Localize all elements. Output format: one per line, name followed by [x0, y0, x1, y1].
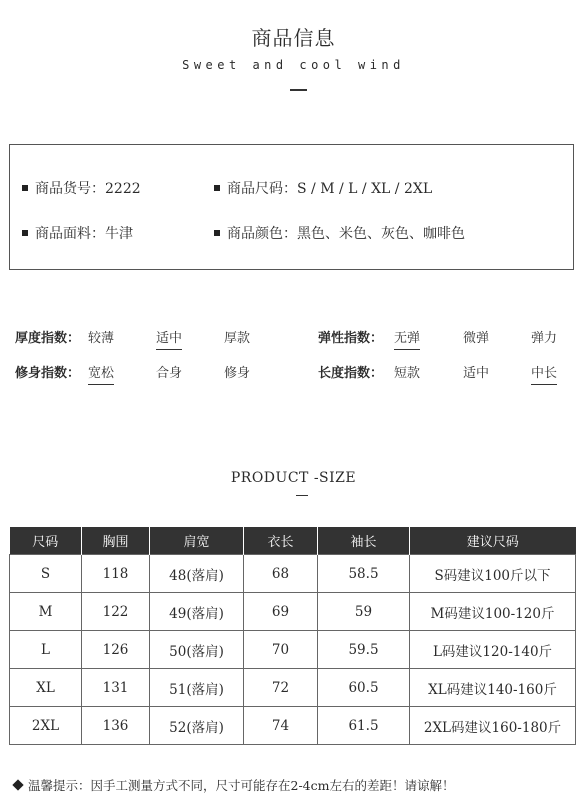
- product-info-box: [9, 144, 574, 270]
- table-cell: 51(落肩): [150, 669, 244, 707]
- table-row: [10, 707, 576, 745]
- diamond-bullet-icon: [12, 779, 23, 790]
- length-option-short: 短款: [394, 366, 421, 381]
- header-chest: 胸围: [82, 527, 150, 555]
- table-cell: S码建议100斤以下: [410, 555, 576, 593]
- table-cell: 2XL: [10, 707, 82, 745]
- table-cell: 58.5: [318, 555, 410, 593]
- square-bullet-icon: [22, 230, 28, 236]
- table-cell: M码建议100-120斤: [410, 593, 576, 631]
- table-header-row: [10, 527, 576, 555]
- elasticity-option-none: 无弹: [394, 327, 420, 350]
- fit-option-loose: 宽松: [88, 362, 114, 385]
- square-bullet-icon: [214, 230, 220, 236]
- table-cell: 126: [82, 631, 150, 669]
- table-cell: XL: [10, 669, 82, 707]
- thickness-option-thick: 厚款: [224, 331, 251, 346]
- table-cell: S: [10, 555, 82, 593]
- table-cell: 70: [244, 631, 318, 669]
- info-item-number-text: 商品货号：2222: [35, 181, 141, 197]
- table-cell: 74: [244, 707, 318, 745]
- elasticity-option-stretch: 弹力: [531, 331, 558, 346]
- table-cell: 59.5: [318, 631, 410, 669]
- table-row: [10, 555, 576, 593]
- table-cell: 122: [82, 593, 150, 631]
- table-cell: 2XL码建议160-180斤: [410, 707, 576, 745]
- table-cell: 68: [244, 555, 318, 593]
- table-cell: L: [10, 631, 82, 669]
- measurement-tip: [14, 776, 455, 794]
- length-index-label: 长度指数：: [318, 366, 384, 381]
- elasticity-option-slight: 微弹: [463, 331, 490, 346]
- table-cell: 49(落肩): [150, 593, 244, 631]
- table-cell: 72: [244, 669, 318, 707]
- thickness-option-thin: 较薄: [88, 331, 115, 346]
- thickness-option-medium: 适中: [156, 327, 182, 350]
- page-title: 商品信息: [251, 26, 336, 50]
- table-cell: XL码建议140-160斤: [410, 669, 576, 707]
- info-material: [22, 223, 133, 243]
- info-colors-text: 商品颜色：黑色、米色、灰色、咖啡色: [227, 226, 465, 242]
- table-row: [10, 593, 576, 631]
- length-option-mid-long: 中长: [531, 362, 557, 385]
- table-cell: L码建议120-140斤: [410, 631, 576, 669]
- table-row: [10, 631, 576, 669]
- page-subtitle: Sweet and cool wind: [182, 58, 405, 72]
- info-material-text: 商品面料：牛津: [35, 226, 133, 242]
- table-row: [10, 669, 576, 707]
- table-cell: 61.5: [318, 707, 410, 745]
- table-cell: 69: [244, 593, 318, 631]
- info-item-number: [22, 178, 141, 198]
- elasticity-index-label: 弹性指数：: [318, 331, 384, 346]
- header-shoulder: 肩宽: [150, 527, 244, 555]
- table-cell: M: [10, 593, 82, 631]
- size-table: [9, 527, 576, 745]
- table-cell: 118: [82, 555, 150, 593]
- title-divider: [290, 89, 307, 91]
- table-cell: 48(落肩): [150, 555, 244, 593]
- table-cell: 50(落肩): [150, 631, 244, 669]
- size-section-title: PRODUCT -SIZE: [230, 470, 357, 486]
- table-cell: 131: [82, 669, 150, 707]
- fit-option-slim: 修身: [224, 366, 251, 381]
- header-size: 尺码: [10, 527, 82, 555]
- fit-option-regular: 合身: [156, 366, 183, 381]
- table-cell: 136: [82, 707, 150, 745]
- table-cell: 60.5: [318, 669, 410, 707]
- info-sizes-text: 商品尺码：S / M / L / XL / 2XL: [227, 181, 433, 197]
- size-title-divider: [296, 495, 308, 496]
- measurement-tip-text: 温馨提示：因手工测量方式不同，尺寸可能存在2-4cm左右的差距！请谅解！: [28, 778, 455, 793]
- length-option-medium: 适中: [463, 366, 490, 381]
- fit-index-label: 修身指数：: [15, 366, 81, 381]
- header-recommended: 建议尺码: [410, 527, 576, 555]
- info-sizes: [214, 178, 432, 198]
- square-bullet-icon: [22, 185, 28, 191]
- table-cell: 52(落肩): [150, 707, 244, 745]
- thickness-index-label: 厚度指数：: [15, 331, 81, 346]
- table-cell: 59: [318, 593, 410, 631]
- header-length: 衣长: [244, 527, 318, 555]
- square-bullet-icon: [214, 185, 220, 191]
- header-sleeve: 袖长: [318, 527, 410, 555]
- info-colors: [214, 223, 465, 243]
